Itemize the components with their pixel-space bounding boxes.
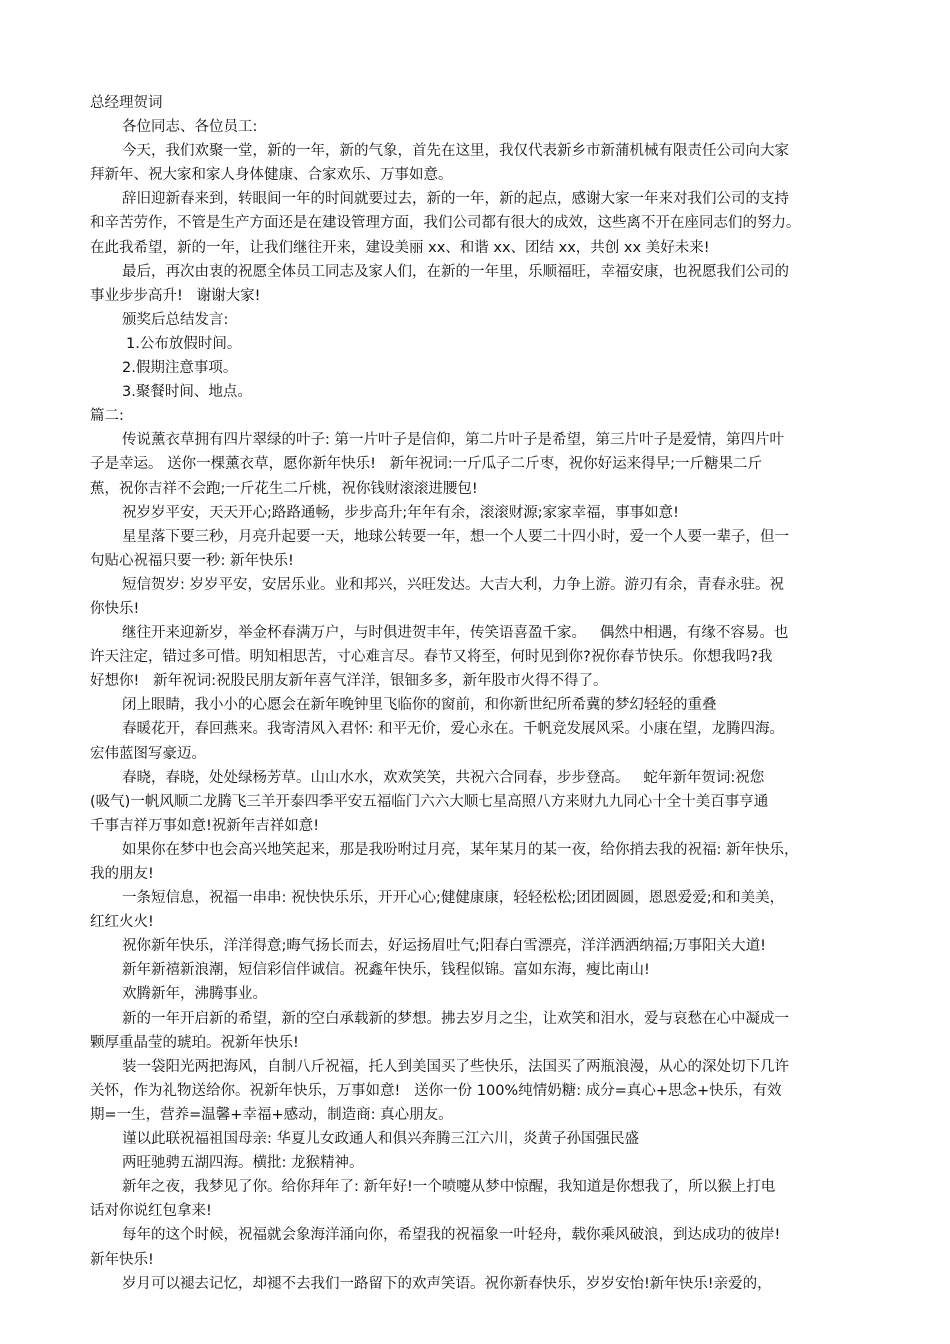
text-line: 岁月可以褪去记忆，却褪不去我们一路留下的欢声笑语。祝你新春快乐，岁岁安怡!新年快乐!亲爱的， <box>122 1275 772 1292</box>
text-line: 祝你新年快乐，洋洋得意;晦气扬长而去，好运扬眉吐气;阳春白雪漂亮，洋洋洒洒纳福;万事阳关大道! <box>122 938 766 955</box>
text-line: 欢腾新年，沸腾事业。 <box>122 986 267 1003</box>
text-line: 继往开来迎新岁，举金杯春满万户，与时俱进贺丰年，传笑语喜盈千家。 偶然中相遇，有缘不容易。也 <box>122 625 789 642</box>
text-line: 关怀，作为礼物送给你。祝新年快乐，万事如意! 送你一份 100%纯情奶糖: 成分=真心+思念+快乐，有效 <box>90 1082 782 1099</box>
text-line: 新的一年开启新的希望，新的空白承载新的梦想。拂去岁月之尘，让欢笑和泪水，爱与哀愁在心中凝成一 <box>122 1010 789 1027</box>
list-item: 1.公布放假时间。 <box>126 335 242 352</box>
text-line: 辞旧迎新春来到，转眼间一年的时间就要过去，新的一年，新的起点，感谢大家一年来对我们公司的支持 <box>122 191 789 208</box>
text-line: 话对你说红包拿来! <box>90 1203 212 1220</box>
text-line: 短信贺岁: 岁岁平安，安居乐业。业和邦兴，兴旺发达。大吉大利，力争上游。游刃有余，青春永驻。祝 <box>122 576 784 593</box>
text-line: 我的朋友! <box>90 866 154 882</box>
text-line: 最后，再次由衷的祝愿全体员工同志及家人们，在新的一年里，乐顺福旺，幸福安康，也祝愿我们公司的 <box>122 263 789 280</box>
text-line: 句贴心祝福只要一秒: 新年快乐! <box>90 552 294 569</box>
text-line: 谨以此联祝福祖国母亲: 华夏儿女政通人和俱兴奔腾三江六川，炎黄子孙国强民盛 <box>122 1131 639 1148</box>
doc-title: 总经理贺词 <box>90 95 163 111</box>
text-line: 星星落下要三秒，月亮升起要一天，地球公转要一年，想一个人要二十四小时，爱一个人要一辈子，但一 <box>122 528 789 545</box>
text-line: 子是幸运。 送你一棵薰衣草，愿你新年快乐! 新年祝词:一斤瓜子二斤枣，祝你好运来得早;一斤糖果二斤 <box>90 456 763 473</box>
text-line: 闭上眼睛，我小小的心愿会在新年晚钟里飞临你的窗前，和你新世纪所希冀的梦幻轻轻的重叠 <box>122 697 717 714</box>
text-line: 期=一生，营养=温馨+幸福+感动，制造商: 真心朋友。 <box>90 1106 453 1123</box>
list-item: 3.聚餐时间、地点。 <box>122 384 252 401</box>
text-line: 装一袋阳光两把海风，自制八斤祝福，托人到美国买了些快乐，法国买了两瓶浪漫，从心的深处切下几许 <box>122 1058 789 1075</box>
text-line: 在此我希望，新的一年，让我们继往开来，建设美丽 xx、和谐 xx、团结 xx，共创 xx 美好未来! <box>90 239 710 256</box>
text-line: 两旺驰骋五湖四海。横批: 龙猴精神。 <box>122 1155 364 1172</box>
list-item: 2.假期注意事项。 <box>122 360 238 377</box>
text-line: 宏伟蓝图写豪迈。 <box>90 745 206 762</box>
text-line: 事业步步高升! 谢谢大家! <box>90 287 261 304</box>
text-line: 各位同志、各位员工: <box>122 119 258 136</box>
section-heading: 篇二: <box>90 408 124 425</box>
text-line: 春晓，春晓，处处绿杨芳草。山山水水，欢欢笑笑，共祝六合同春，步步登高。 蛇年新年贺词:祝您 <box>122 769 765 786</box>
text-line: 拜新年、祝大家和家人身体健康、合家欢乐、万事如意。 <box>90 167 453 184</box>
text-line: 如果你在梦中也会高兴地笑起来，那是我吩咐过月亮，某年某月的某一夜，给你捎去我的祝福: 新年快乐， <box>122 841 799 858</box>
text-line: 新年之夜，我梦见了你。给你拜年了: 新年好!一个喷嚏从梦中惊醒，我知道是你想我了，所以猴上打电 <box>122 1179 776 1196</box>
text-line: (吸气)一帆风顺二龙腾飞三羊开泰四季平安五福临门六六大顺七星高照八方来财九九同心十全十美百事亨通 <box>90 793 769 810</box>
text-line: 祝岁岁平安，天天开心;路路通畅，步步高升;年年有余，滚滚财源;家家幸福，事事如意! <box>122 504 679 521</box>
text-line: 千事吉祥万事如意!祝新年吉祥如意! <box>90 817 320 834</box>
text-line: 和辛苦劳作，不管是生产方面还是在建设管理方面，我们公司都有很大的成效，这些离不开在座同志们的努力。 <box>90 215 801 232</box>
text-line: 你快乐! <box>90 600 140 617</box>
text-line: 传说薰衣草拥有四片翠绿的叶子: 第一片叶子是信仰，第二片叶子是希望，第三片叶子是爱情，第四片叶 <box>122 432 784 449</box>
section-heading: 颁奖后总结发言: <box>122 311 229 328</box>
text-line: 好想你! 新年祝词:祝股民朋友新年喜气洋洋，银钿多多，新年股市火得不得了。 <box>90 673 608 690</box>
text-line: 新年新禧新浪潮，短信彩信伴诚信。祝鑫年快乐，钱程似锦。富如东海，瘦比南山! <box>122 962 650 979</box>
text-line: 春暖花开，春回燕来。我寄清风入君怀: 和平无价，爱心永在。千帆竞发展风采。小康在望，龙腾四海。 <box>122 721 784 738</box>
document-body <box>90 91 870 1296</box>
text-line: 新年快乐! <box>90 1251 154 1268</box>
text-line: 许天注定，错过多可惜。明知相思苦，寸心难言尽。春节又将至，何时见到你?祝你春节快乐。你想我吗?我 <box>90 649 773 666</box>
text-line: 蕉，祝你吉祥不会跑;一斤花生二斤桃，祝你钱财滚滚进腰包! <box>90 480 478 497</box>
text-line: 一条短信息，祝福一串串: 祝快快乐乐，开开心心;健健康康，轻轻松松;团团圆圆，恩恩爱爱;和和美美， <box>122 890 785 907</box>
text-line: 今天，我们欢聚一堂，新的一年，新的气象，首先在这里，我仅代表新乡市新蒲机械有限责任公司向大家 <box>122 143 789 160</box>
text-line: 红红火火! <box>90 914 154 931</box>
text-line: 每年的这个时候，祝福就会象海洋涌向你，希望我的祝福象一叶轻舟，载你乘风破浪，到达成功的彼岸! <box>122 1227 781 1244</box>
text-line: 颗厚重晶莹的琥珀。祝新年快乐! <box>90 1034 299 1051</box>
